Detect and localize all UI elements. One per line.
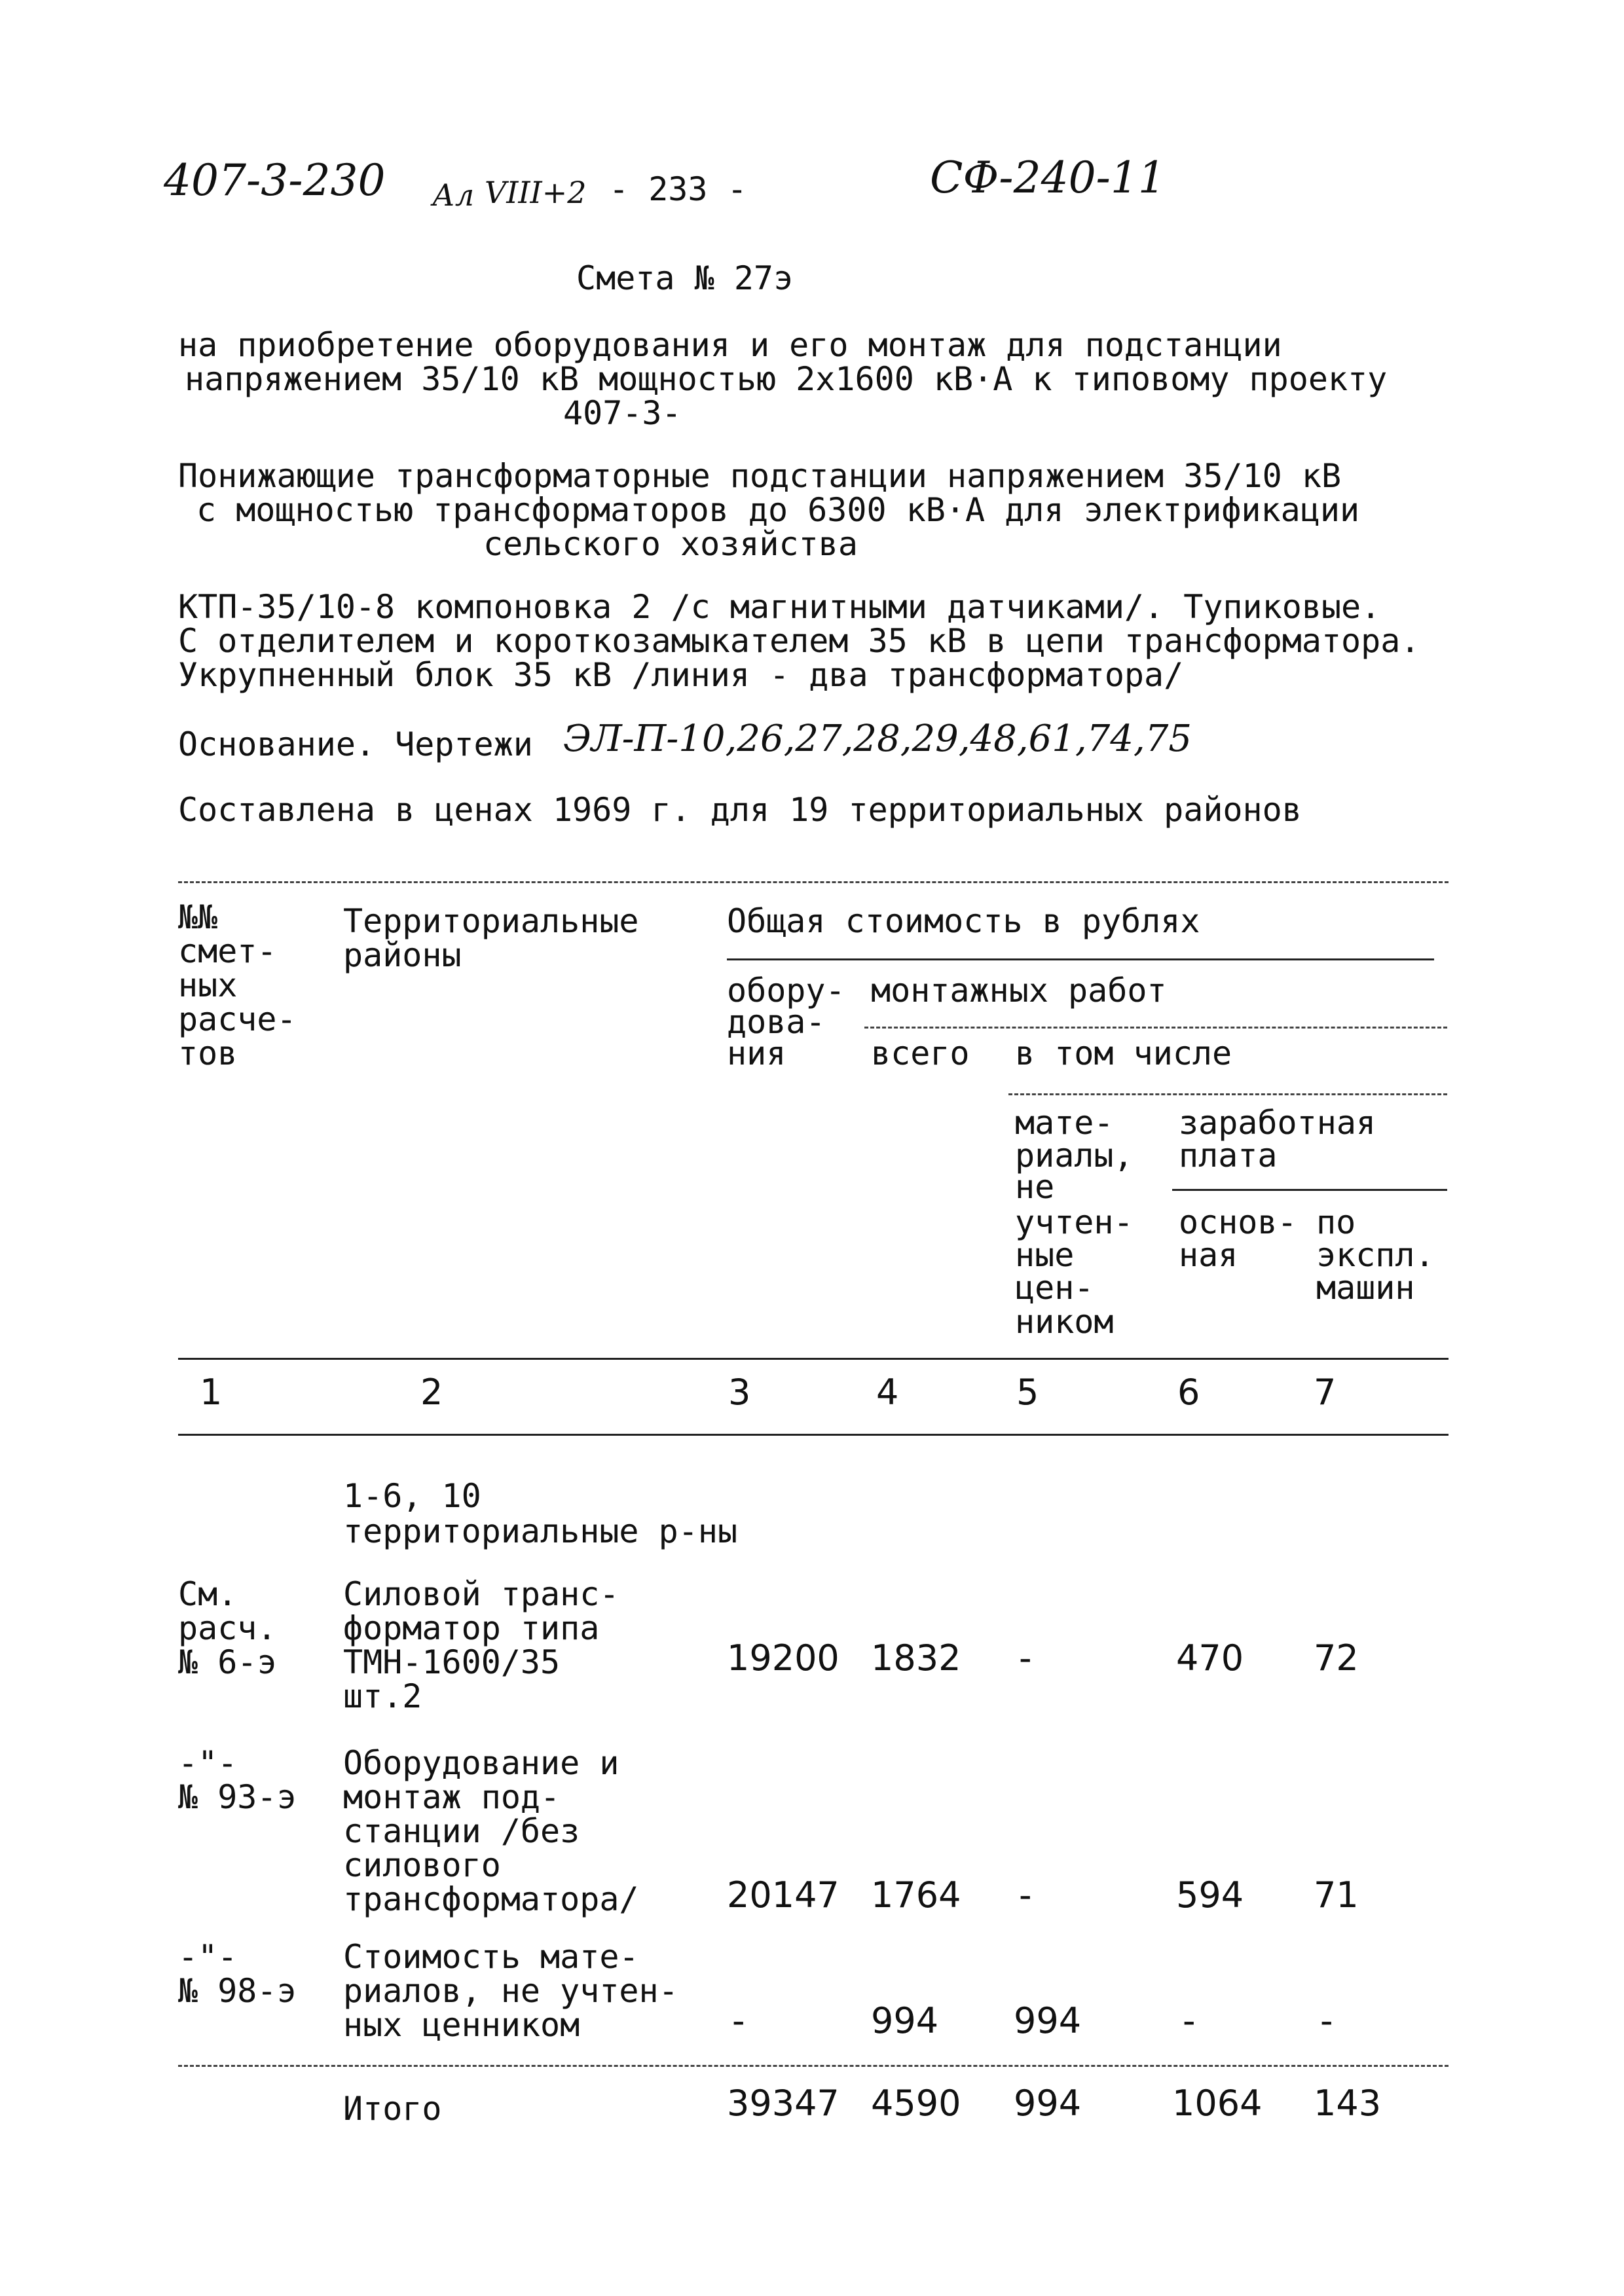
rule-under-incl: [1008, 1093, 1447, 1095]
rule-under-wages: [1172, 1189, 1447, 1191]
variant-line-3: Укрупненный блок 35 кВ /линия - два трансформатора/: [178, 656, 1184, 694]
header-installation: монтажных работ: [871, 972, 1167, 1010]
table-top-rule: [178, 881, 1449, 883]
basis-label: Основание. Чертежи: [178, 725, 533, 763]
header-incl: в том числе: [1015, 1034, 1232, 1072]
subtitle-line-3: 407-3-: [563, 394, 682, 432]
header-total-cost: Общая стоимость в рублях: [727, 902, 1200, 940]
project-line-3: сельского хозяйства: [483, 525, 858, 563]
header-all: всего: [871, 1034, 970, 1072]
stamp-code: СФ-240-11: [930, 153, 1166, 203]
rule-under-installation: [864, 1027, 1447, 1029]
doc-code: 407-3-230: [164, 155, 386, 206]
subtitle-line-2: напряжением 35/10 кВ мощностью 2х1600 кВ·А к типовому проекту: [185, 360, 1388, 398]
estimate-title: Смета № 27э: [576, 259, 794, 297]
rule-under-total-cost: [727, 958, 1434, 960]
project-line-1: Понижающие трансформаторные подстанции напряжением 35/10 кВ: [178, 457, 1342, 495]
rule-colnum-bottom: [178, 1434, 1449, 1436]
rule-before-total: [178, 2065, 1449, 2067]
page-number: - 233 -: [609, 170, 747, 208]
album-part: VIII+2: [485, 175, 587, 210]
rule-header-bottom: [178, 1358, 1449, 1360]
basis-drawings: ЭЛ-П-10,26,27,28,29,48,61,74,75: [563, 718, 1192, 760]
subtitle-line-1: на приобретение оборудования и его монтаж для подстанции: [178, 326, 1282, 364]
project-line-2: с мощностью трансформаторов до 6300 кВ·А для электрификации: [196, 491, 1360, 529]
variant-line-1: КТП-35/10-8 компоновка 2 /с магнитными датчиками/. Тупиковые.: [178, 588, 1381, 626]
album-label: Ал: [432, 177, 475, 213]
variant-line-2: С отделителем и короткозамыкателем 35 кВ в цепи трансформатора.: [178, 622, 1420, 660]
prices-note: Составлена в ценах 1969 г. для 19 территориальных районов: [178, 791, 1302, 829]
